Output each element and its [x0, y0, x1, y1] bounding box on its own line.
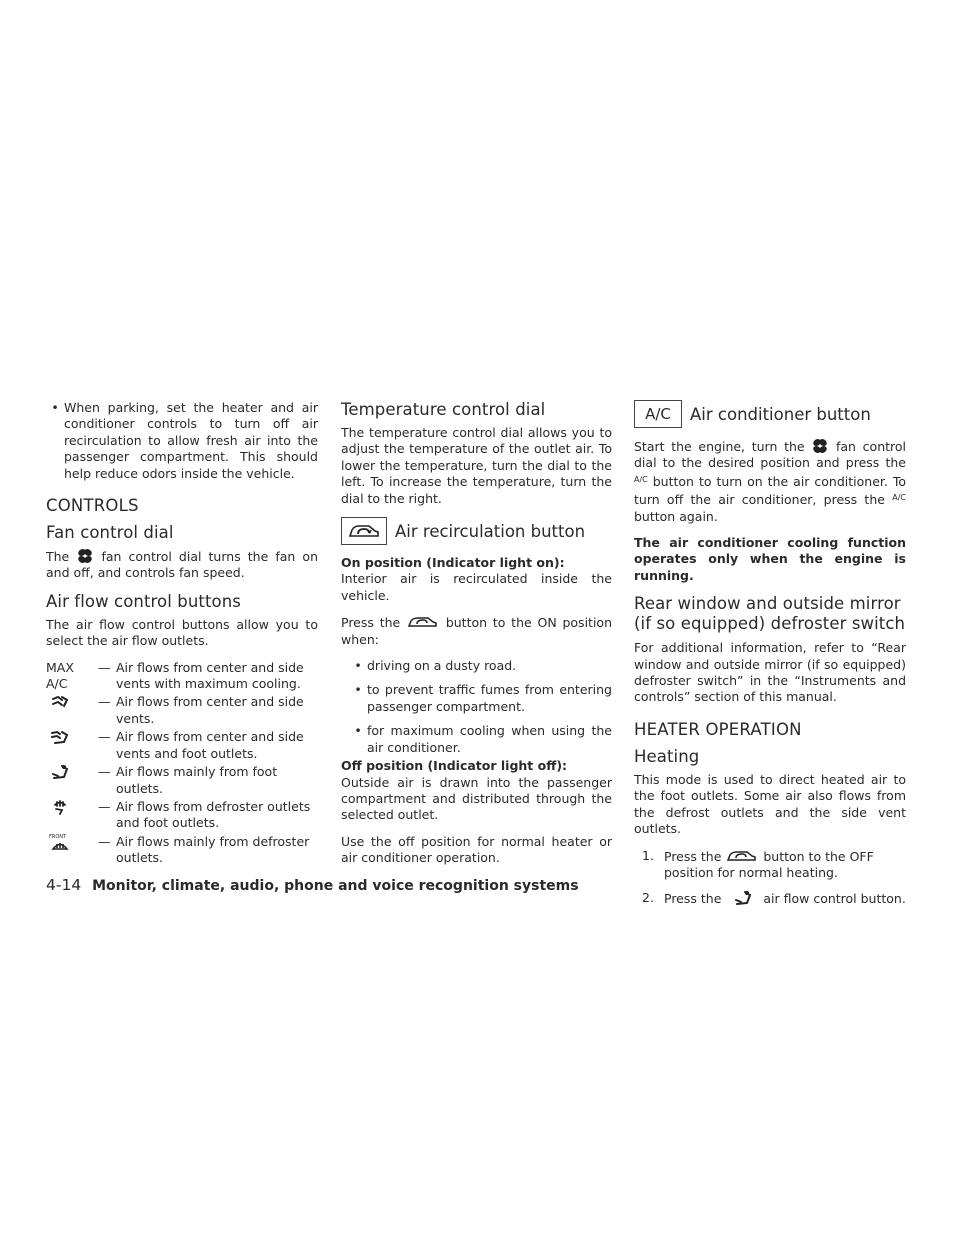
heating-heading: Heating — [634, 746, 700, 766]
max-ac-label: MAX A/C — [46, 659, 74, 692]
airflow-row-defrost-foot: — Air flows from defroster outlets and foot outlets. — [46, 799, 318, 832]
fan-control-text: The fan control dial turns the fan on and off, and controls fan speed. — [46, 549, 319, 581]
on-position-text: Interior air is recirculated inside the vehicle. — [341, 571, 612, 603]
recirculation-icon — [341, 517, 387, 545]
recirc-inline-icon — [406, 614, 440, 630]
column-middle — [341, 400, 612, 877]
airflow-heading: Air flow control buttons — [46, 591, 241, 611]
ac-engine-note: The air conditioner cooling function operates only when the engine is running. — [634, 535, 906, 583]
column-right — [634, 400, 906, 917]
front-label: FRONT — [49, 833, 67, 840]
rear-defroster-text: For additional information, refer to “Rear window and outside mirror (if so equipped) defroster switch” in the “Instruments and controls” section of this manual. — [634, 640, 906, 705]
ac-inline-label-2: A/C — [892, 493, 906, 503]
airflow-intro: The air flow control buttons allow you to select the air flow outlets. — [46, 616, 318, 649]
ac-heading-row — [634, 400, 906, 428]
fan-icon — [76, 548, 94, 564]
recirc-inline-icon-2 — [725, 848, 759, 864]
recirc-bullet-3: • for maximum cooling when using the air conditioner. — [354, 723, 612, 755]
column-left — [46, 400, 318, 869]
page-number: 4-14 — [46, 876, 82, 894]
airflow-row-foot: — Air flows mainly from foot outlets. — [46, 764, 318, 797]
heating-step-2: 2. Press the air flow control button. — [642, 890, 906, 907]
recirc-heading: Air recirculation button — [395, 521, 586, 541]
fan-inline-icon — [811, 438, 829, 454]
ac-inline-label: A/C — [634, 474, 648, 484]
ac-start-text: Start the engine, turn the fan control dial to the desired position and press the $^{A/C}$ button to turn on the air conditioner. To turn off the air conditioner, press the $^{A/C}$ button again. — [634, 439, 906, 524]
heater-operation-heading: HEATER OPERATION — [634, 719, 802, 739]
heating-step-1: 1. Press the button to the OFF position for normal heating. — [642, 847, 874, 880]
section-title: Monitor, climate, audio, phone and voice recognition systems — [92, 878, 579, 894]
airflow-row-defrost: FRONT — Air flows mainly from defroster outlets. — [49, 833, 310, 866]
ac-heading: Air conditioner button — [690, 404, 871, 424]
recirc-bullet-2: • to prevent traffic fumes from entering passenger compartment. — [354, 682, 612, 714]
page-footer — [46, 876, 579, 894]
airflow-row-vent: — Air flows from center and side vents. — [46, 694, 318, 727]
foot-airflow-inline-icon — [725, 890, 759, 906]
controls-heading: CONTROLS — [46, 496, 139, 516]
fan-control-heading: Fan control dial — [46, 523, 174, 543]
bilevel-airflow-icon — [50, 729, 70, 745]
defrost-foot-icon — [50, 799, 70, 815]
use-off-text: Use the off position for normal heater or air conditioner operation. — [341, 833, 612, 866]
foot-airflow-icon — [50, 764, 70, 780]
temperature-heading: Temperature control dial — [341, 400, 546, 419]
ac-icon: A/C — [634, 400, 682, 428]
rear-defroster-heading: Rear window and outside mirror (if so equipped) defroster switch — [634, 594, 906, 634]
temperature-text: The temperature control dial allows you to adjust the temperature of the outlet air. To lower the temperature, turn the dial to the left. To increase the temperature, turn the dial to the right. — [341, 425, 612, 506]
press-recirc-text: Press the button to the ON position when: — [341, 615, 612, 647]
recirc-bullet-1: • driving on a dusty road. — [354, 658, 517, 674]
vent-airflow-icon — [50, 694, 70, 710]
airflow-row-max-ac: MAX A/C — Air flows from center and side vents with maximum cooling. — [46, 659, 304, 692]
off-position-heading: Off position (Indicator light off): — [341, 758, 568, 774]
on-position-heading: On position (Indicator light on): — [341, 555, 565, 571]
heating-text: This mode is used to direct heated air to the foot outlets. Some air also flows from the defrost outlets and the side vent outlets. — [634, 771, 906, 837]
parking-note: • When parking, set the heater and air conditioner controls to turn off air recirculation to allow fresh air into the passenger compartment. This should help reduce odors inside the vehicle. — [51, 400, 318, 481]
front-defroster-icon — [50, 840, 70, 852]
recirc-heading-row — [341, 517, 612, 545]
off-position-text: Outside air is drawn into the passenger compartment and distributed through the selected outlet. — [341, 774, 612, 823]
airflow-row-bilevel: — Air flows from center and side vents and foot outlets. — [46, 729, 318, 762]
